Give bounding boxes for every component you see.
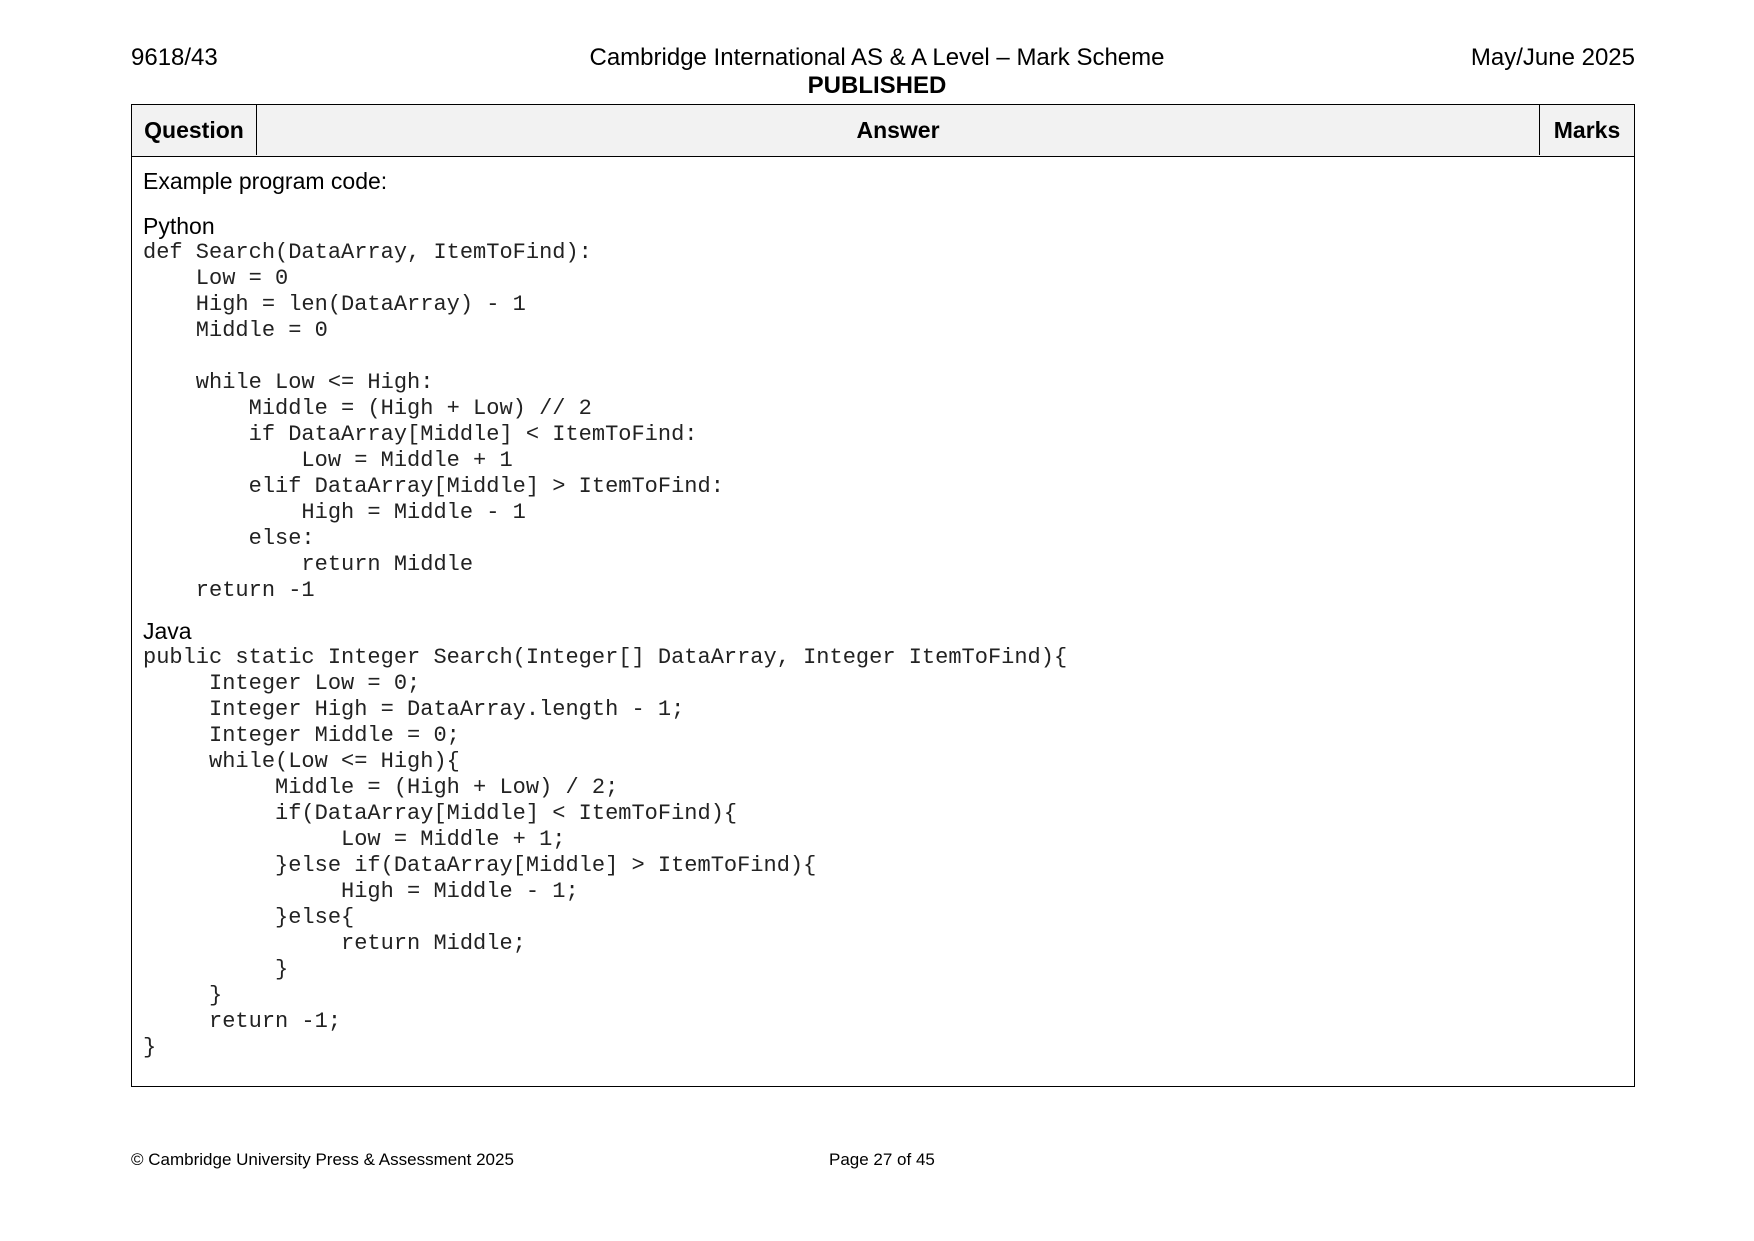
python-code-block: def Search(DataArray, ItemToFind): Low = 0 High = len(DataArray) - 1 Middle = 0 while Low <= High: Middle = (High + Low) // 2 if DataArray[Middle] < ItemToFind: Low = Middle + 1 elif DataArray[Middle] > ItemToFind: High = Middle - 1 else: return Middle return -1 [143,240,724,603]
mark-scheme-table [131,104,1635,1087]
exam-session: May/June 2025 [1470,44,1635,71]
published-label: PUBLISHED [807,72,947,99]
answer-cell [143,167,1624,1061]
python-label: Python [143,213,215,239]
java-label: Java [143,618,192,644]
paper-code: 9618/43 [131,44,218,71]
table-header-row [132,105,1634,157]
column-header-answer: Answer [856,117,940,143]
page-number: Page 27 of 45 [829,1150,935,1169]
copyright-notice: © Cambridge University Press & Assessment 2025 [131,1150,514,1169]
column-header-marks: Marks [1539,105,1634,155]
document-title: Cambridge International AS & A Level – Mark Scheme [589,44,1165,71]
java-code-block: public static Integer Search(Integer[] DataArray, Integer ItemToFind){ Integer Low = 0; Integer High = DataArray.length - 1; Integer Middle = 0; while(Low <= High){ Middle = (High + Low) / 2; if(DataArray[Middle] < ItemToFind){ Low = Middle + 1; }else if(DataArray[Middle] > ItemToFind){ High = Middle - 1; }else{ return Middle; } } return -1; } [143,645,1068,1060]
answer-intro: Example program code: [143,168,388,194]
column-header-question: Question [132,105,257,155]
